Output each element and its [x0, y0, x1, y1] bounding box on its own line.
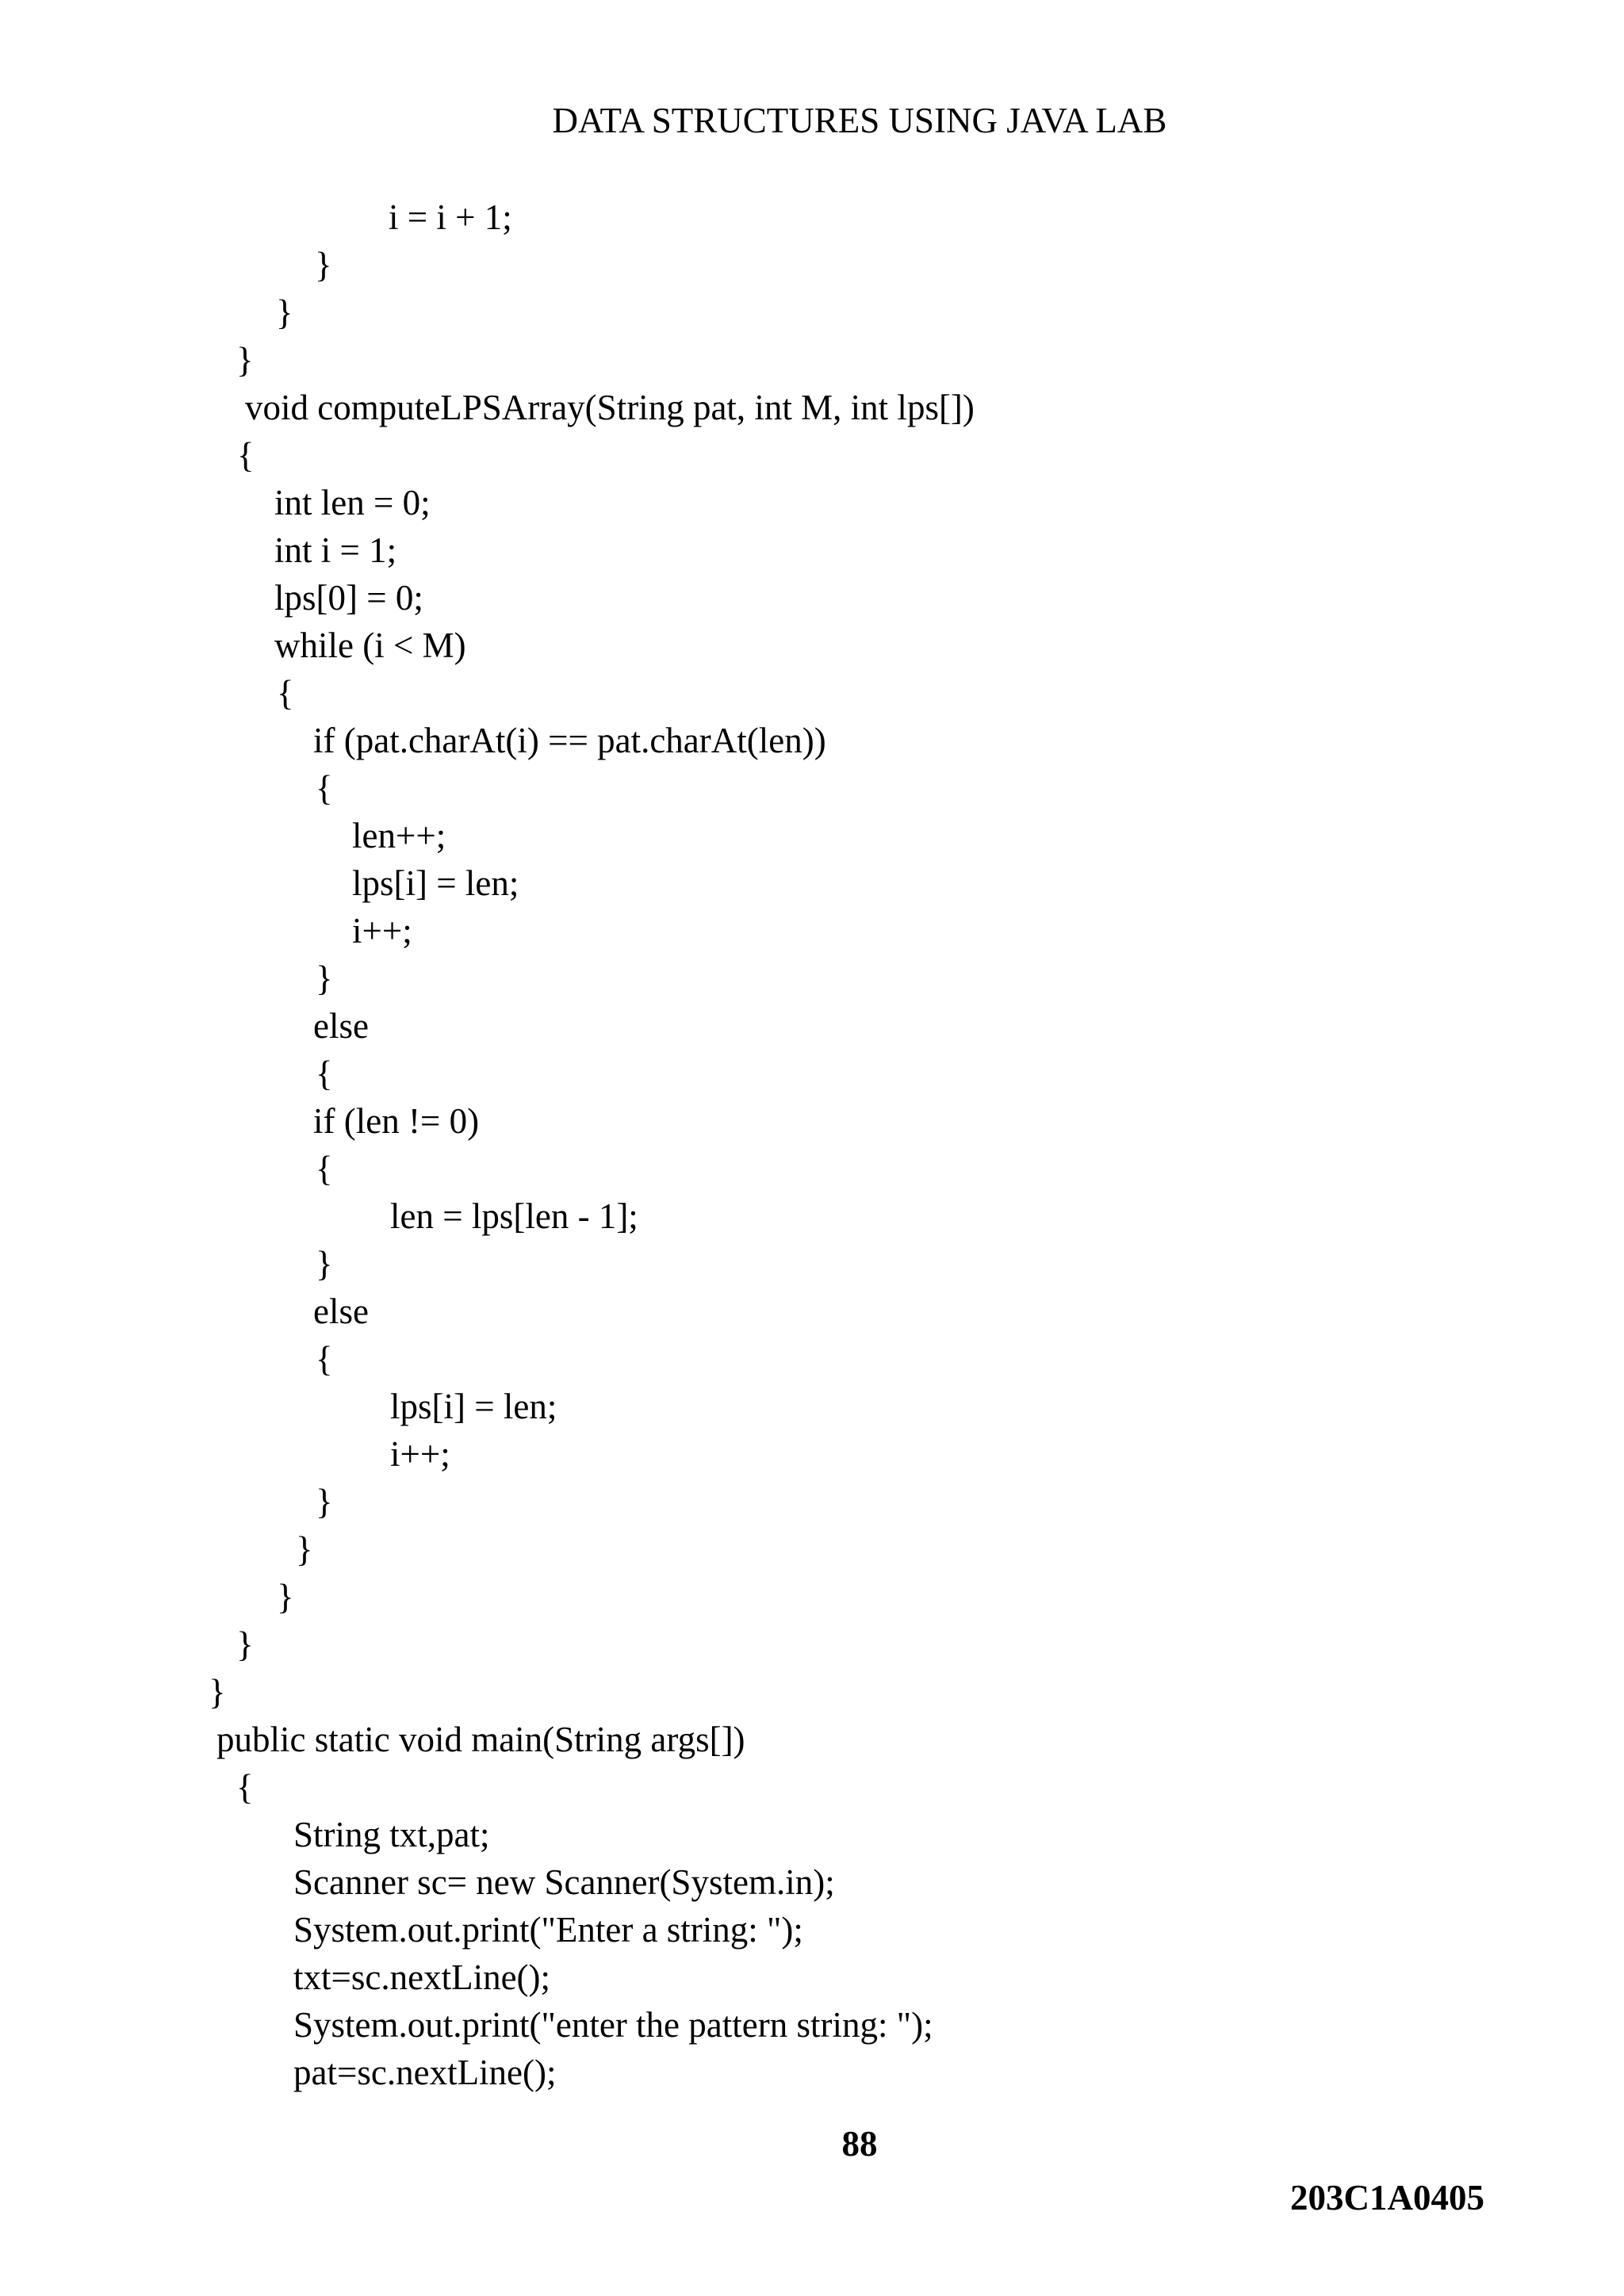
header-title: DATA STRUCTURES USING JAVA LAB: [552, 101, 1167, 140]
code-line: {: [277, 673, 294, 713]
code-line: System.out.print("Enter a string: ");: [293, 1910, 803, 1950]
code-line: }: [209, 1672, 226, 1712]
page-number-text: 88: [841, 2124, 878, 2164]
code-line: {: [316, 768, 333, 808]
page-number: [0, 2120, 1624, 2168]
code-line: lps[0] = 0;: [274, 578, 423, 618]
code-line: }: [316, 1244, 333, 1284]
code-line: pat=sc.nextLine();: [293, 2053, 557, 2092]
code-line: Scanner sc= new Scanner(System.in);: [293, 1862, 835, 1902]
code-line: }: [296, 1529, 313, 1569]
code-line: {: [236, 1767, 254, 1807]
code-line: int len = 0;: [274, 483, 431, 522]
code-line: while (i < M): [274, 626, 466, 665]
code-line: else: [313, 1292, 369, 1331]
page-header: [0, 97, 1624, 144]
code-line: len++;: [352, 816, 446, 855]
code-line: lps[i] = len;: [390, 1387, 557, 1426]
code-line: }: [316, 959, 333, 998]
code-line: }: [316, 1482, 333, 1521]
code-line: i++;: [352, 911, 412, 951]
code-line: }: [315, 245, 332, 285]
code-line: public static void main(String args[]): [216, 1720, 745, 1759]
code-line: void computeLPSArray(String pat, int M, int lps[]): [245, 388, 975, 427]
code-line: {: [316, 1149, 333, 1188]
code-line: }: [276, 293, 293, 332]
code-line: i++;: [390, 1434, 450, 1474]
code-line: }: [236, 340, 254, 380]
code-line: String txt,pat;: [293, 1815, 490, 1854]
code-line: {: [316, 1054, 333, 1093]
code-line: }: [277, 1577, 294, 1617]
code-line: {: [237, 435, 255, 475]
code-line: len = lps[len - 1];: [390, 1196, 638, 1236]
code-line: if (len != 0): [313, 1101, 480, 1141]
code-line: }: [236, 1624, 254, 1664]
code-line: else: [313, 1006, 369, 1046]
code-line: txt=sc.nextLine();: [293, 1957, 551, 1997]
code-line: lps[i] = len;: [352, 863, 519, 903]
code-line: {: [316, 1339, 333, 1379]
code-line: System.out.print("enter the pattern string: ");: [293, 2005, 933, 2045]
code-line: int i = 1;: [274, 530, 397, 570]
code-line: i = i + 1;: [389, 197, 512, 237]
code-line: if (pat.charAt(i) == pat.charAt(len)): [313, 721, 826, 760]
roll-number: 203C1A0405: [1290, 2178, 1484, 2218]
